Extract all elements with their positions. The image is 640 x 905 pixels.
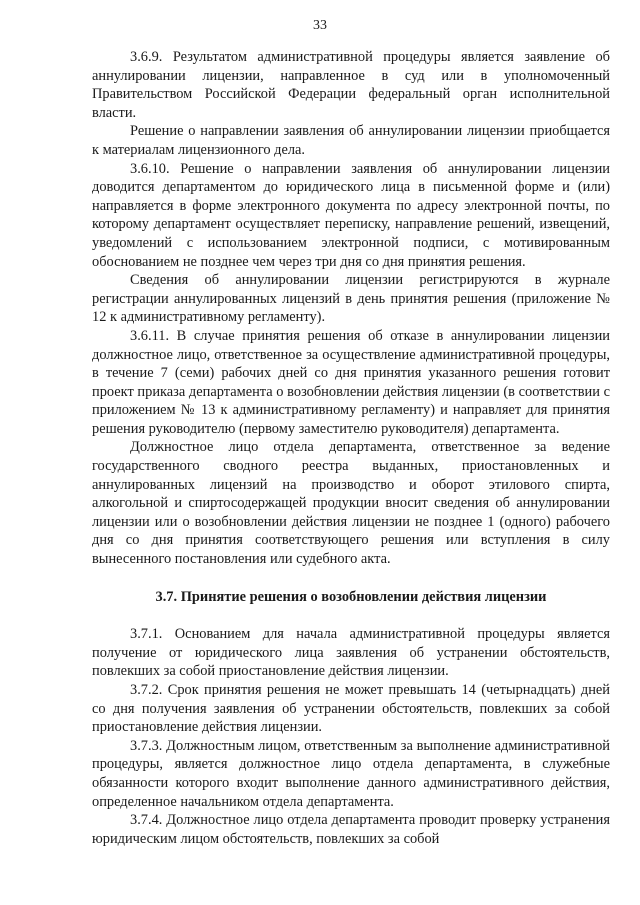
paragraph-3-7-3: 3.7.3. Должностным лицом, ответственным за выполнение административной процедуры, является должностное лицо отдела департамента, в служебные обязанности которого входит выполнение данного административного действия, определенное начальником отдела департамента.	[92, 737, 610, 810]
paragraph-3-6-10: 3.6.10. Решение о направлении заявления об аннулировании лицензии доводится департаментом до юридического лица в письменной форме и (или) направляется в форме электронного документа по адресу электронной почты, по которому департамент осуществляет переписку, направление решений, извещений, уведомлений с использованием электронной подписи, с мотивированным обоснованием не позднее чем через три дня со дня принятия решения.	[92, 160, 610, 270]
paragraph-decision-attached: Решение о направлении заявления об аннулировании лицензии приобщается к материалам лицензионного дела.	[92, 123, 610, 158]
paragraph-registration-journal: Сведения об аннулировании лицензии регистрируются в журнале регистрации аннулированных лицензий в день принятия решения (приложение № 12 к административному регламенту).	[92, 272, 610, 326]
page-number: 33	[313, 18, 327, 33]
paragraph-3-7-1: 3.7.1. Основанием для начала административной процедуры является получение от юридического лица заявления об устранении обстоятельств, повлекших за собой приостановление действия лицензии.	[92, 626, 610, 680]
paragraph-registry-official: Должностное лицо отдела департамента, ответственное за ведение государственного сводного реестра выданных, приостановленных и аннулированных лицензий на производство и оборот этилового спирта, алкогольной и спиртосодержащей продукции вносит сведения об аннулировании лицензии или о возобновлении действия лицензии не позднее 1 (одного) рабочего дня со дня принятия соответствующего решения или вступления в силу вынесенного постановления или судебного акта.	[92, 439, 610, 568]
paragraph-3-6-11: 3.6.11. В случае принятия решения об отказе в аннулировании лицензии должностное лицо, ответственное за осуществление административной процедуры, в течение 7 (семи) рабочих дней со дня принятия указанного решения готовит проект приказа департамента о возобновлении действия лицензии (в соответствии с приложением № 13 к административному регламенту) и направляет для принятия решения руководителю (первому заместителю руководителя) департамента.	[92, 327, 610, 437]
paragraph-3-7-2: 3.7.2. Срок принятия решения не может превышать 14 (четырнадцать) дней со дня получения заявления об устранении обстоятельств, повлекших за собой приостановление действия лицензии.	[92, 682, 610, 736]
document-body	[92, 48, 610, 848]
paragraph-3-6-9: 3.6.9. Результатом административной процедуры является заявление об аннулировании лицензии, направленное в суд или в уполномоченный Правительством Российской Федерации федеральный орган исполнительной власти.	[92, 49, 610, 121]
section-heading-3-7: 3.7. Принятие решения о возобновлении действия лицензии	[155, 588, 547, 605]
paragraph-3-7-4: 3.7.4. Должностное лицо отдела департамента проводит проверку устранения юридическим лицом обстоятельств, повлекших за собой	[92, 812, 610, 847]
